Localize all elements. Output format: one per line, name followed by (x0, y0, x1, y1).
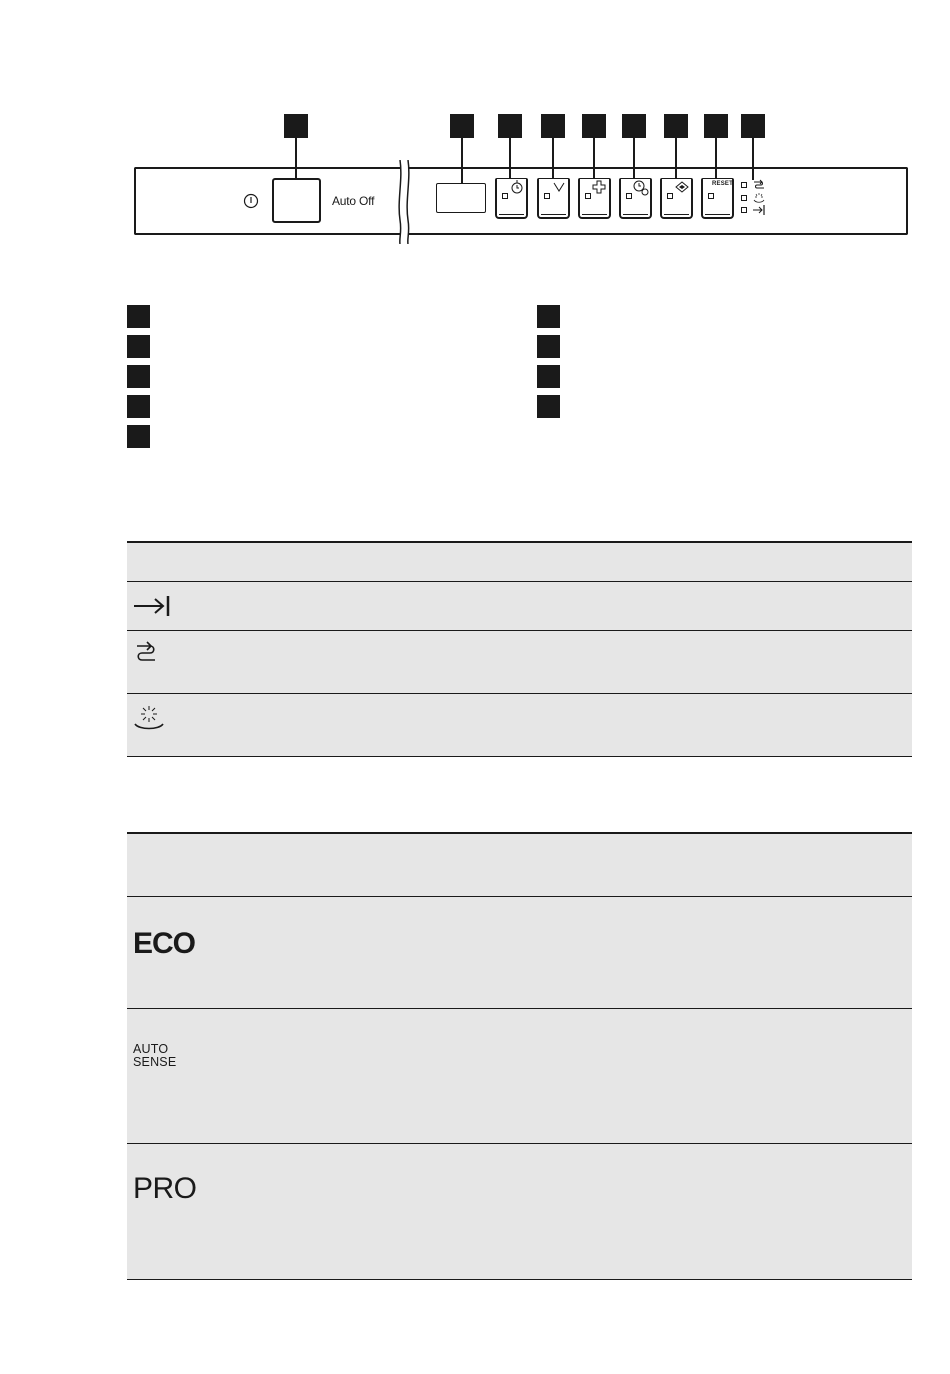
delay-start-button[interactable] (495, 178, 528, 219)
legend-marker-4 (127, 395, 150, 418)
check-button[interactable] (537, 178, 570, 219)
legend-marker-3 (127, 365, 150, 388)
indicators-table (127, 541, 912, 757)
legend-marker-6 (537, 305, 560, 328)
time-saver-button[interactable] (619, 178, 652, 219)
legend-marker-7 (537, 335, 560, 358)
delay-start-icon (508, 179, 526, 197)
time-saver-icon (632, 179, 650, 197)
end-icon (752, 204, 766, 216)
key-led (708, 193, 714, 199)
table-row (127, 582, 912, 631)
table-row (127, 1009, 912, 1144)
table-row (127, 631, 912, 694)
reset-label: RESET (712, 181, 734, 187)
rinse-aid-icon (133, 641, 159, 667)
callout-9 (741, 114, 765, 138)
panel-break-lines (397, 160, 411, 244)
auto-sense-label (133, 1043, 176, 1069)
extra-dry-plus-icon (591, 179, 609, 197)
end-icon (133, 594, 171, 618)
legend-marker-2 (127, 335, 150, 358)
callout-4 (541, 114, 565, 138)
auto-off-label: Auto Off (332, 194, 375, 208)
check-icon (550, 179, 568, 197)
indicator-led-end (741, 207, 747, 213)
extra-dry-button[interactable] (578, 178, 611, 219)
table-header-row (127, 541, 912, 582)
pro-label: PRO (133, 1172, 197, 1205)
table-row (127, 897, 912, 1009)
indicator-led-rinse-aid (741, 182, 747, 188)
table-header-row (127, 832, 912, 897)
indicator-led-salt (741, 195, 747, 201)
multitab-icon (673, 179, 691, 197)
salt-icon (752, 192, 766, 204)
salt-icon (133, 704, 165, 732)
programmes-table (127, 832, 912, 1280)
reset-button[interactable] (701, 178, 734, 219)
legend-marker-9 (537, 395, 560, 418)
callout-3 (498, 114, 522, 138)
multitab-button[interactable] (660, 178, 693, 219)
on-off-button[interactable] (272, 178, 321, 223)
callout-5 (582, 114, 606, 138)
callout-6 (622, 114, 646, 138)
table-row (127, 694, 912, 757)
display (436, 183, 486, 213)
legend-marker-8 (537, 365, 560, 388)
table-row (127, 1144, 912, 1280)
legend-marker-1 (127, 305, 150, 328)
callout-8 (704, 114, 728, 138)
callout-1 (284, 114, 308, 138)
eco-label: ECO (133, 927, 196, 960)
auto-sense-line-2: SENSE (133, 1055, 177, 1069)
power-icon (243, 193, 259, 209)
callout-2 (450, 114, 474, 138)
legend-marker-5 (127, 425, 150, 448)
callout-7 (664, 114, 688, 138)
auto-sense-line-1: AUTO (133, 1042, 169, 1056)
rinse-aid-icon (752, 179, 766, 191)
